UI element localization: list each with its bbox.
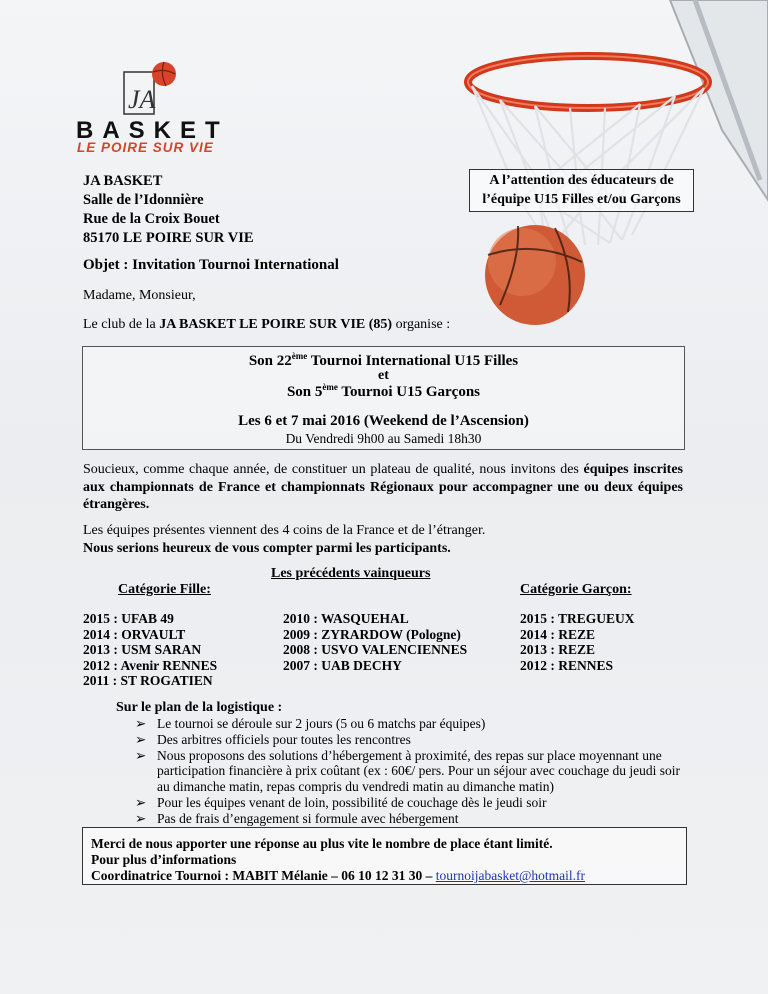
logistics-list	[135, 716, 685, 827]
tournament-box	[82, 346, 685, 450]
tournament-dates: Les 6 et 7 mai 2016 (Weekend de l’Ascension)	[238, 413, 529, 429]
list-item: 2011 : ST ROGATIEN	[83, 673, 213, 688]
recipient-line: A l’attention des éducateurs de	[489, 173, 674, 188]
list-item: 2013 : USM SARAN	[83, 642, 202, 657]
list-item: 2007 : UAB DECHY	[283, 657, 402, 673]
sender-line: Salle de l’Idonnière	[83, 192, 204, 208]
logo-wordmark: BASKET	[76, 117, 229, 144]
arrow-bullet-icon: ➢	[135, 810, 147, 826]
boys-category-label: Catégorie Garçon:	[520, 582, 632, 597]
arrow-bullet-icon: ➢	[135, 747, 147, 763]
greeting: Madame, Monsieur,	[83, 288, 196, 303]
invitation-paragraph: Soucieux, comme chaque année, de constituer un plateau de qualité, nous invitons des équipes inscrites aux championnats de France et championnats Régionaux pour accompagner une ou deux équipes étrangères.	[83, 462, 683, 512]
sender-line: 85170 LE POIRE SUR VIE	[83, 230, 254, 246]
winners-title: Les précédents vainqueurs	[271, 566, 431, 581]
list-item: 2013 : REZE	[520, 642, 596, 657]
intro-line	[83, 317, 450, 333]
list-item: 2012 : Avenir RENNES	[83, 657, 218, 673]
list-item: 2012 : RENNES	[520, 657, 614, 673]
list-item: ➢ Nous proposons des solutions d’hébergement à proximité, des repas sur place moyennant une participation financière à prix coûtant (ex : 60€/ pers. Pour un séjour avec couchage du jeudi soir au dimanche matin, repas compris du vendredi matin au dimanche matin)	[135, 747, 680, 795]
contact-box	[82, 827, 687, 885]
girls-winners-older	[283, 611, 467, 673]
list-item: ➢ Le tournoi se déroule sur 2 jours (5 ou 6 matchs par équipes)	[135, 716, 486, 731]
girls-winners-recent	[83, 611, 217, 689]
list-item: 2009 : ZYRARDOW (Pologne)	[283, 626, 461, 642]
tournament-girls-title: Son 22ème Tournoi International U15 Filles	[248, 351, 519, 369]
list-item: 2014 : ORVAULT	[83, 626, 186, 642]
sender-line: Rue de la Croix Bouet	[83, 211, 220, 227]
list-item: ➢ Pas de frais d’engagement si formule avec hébergement	[135, 810, 459, 826]
arrow-bullet-icon: ➢	[135, 716, 147, 731]
list-item: 2015 : TREGUEUX	[520, 611, 635, 626]
coordinator-line: Coordinatrice Tournoi : MABIT Mélanie – 06 10 12 31 30 – tournoijabasket@hotmail.fr	[91, 868, 586, 883]
recipient-line: l’équipe U15 Filles et/ou Garçons	[482, 192, 681, 207]
sender-address	[83, 172, 254, 248]
arrow-bullet-icon: ➢	[135, 731, 147, 747]
tournament-boys-title: Son 5ème Tournoi U15 Garçons	[286, 382, 481, 400]
svg-text:JA: JA	[128, 85, 156, 114]
logo-subtitle: LE POIRE SUR VIE	[77, 140, 214, 155]
arrow-bullet-icon: ➢	[135, 794, 147, 810]
sender-line: JA BASKET	[83, 173, 163, 189]
boys-winners	[520, 611, 635, 673]
recipient-box	[469, 169, 694, 212]
list-item: ➢ Pour les équipes venant de loin, possibilité de couchage dès le jeudi soir	[135, 794, 547, 810]
list-item: 2015 : UFAB 49	[83, 611, 174, 626]
more-info-label: Pour plus d’informations	[91, 852, 237, 867]
club-name: JA BASKET LE POIRE SUR VIE (85)	[159, 317, 393, 332]
ja-monogram-icon	[76, 60, 228, 120]
basketball-hoop-image	[460, 0, 768, 330]
list-item: ➢ Des arbitres officiels pour toutes les rencontres	[135, 731, 411, 747]
participants-paragraph: Les équipes présentes viennent des 4 coins de la France et de l’étranger. Nous serions heureux de vous compter parmi les participants.	[83, 523, 486, 556]
reply-request: Merci de nous apporter une réponse au plus vite le nombre de place étant limité.	[91, 836, 553, 851]
list-item: 2008 : USVO VALENCIENNES	[283, 642, 468, 657]
email-link[interactable]: tournoijabasket@hotmail.fr	[435, 868, 586, 883]
tournament-hours: Du Vendredi 9h00 au Samedi 18h30	[285, 431, 482, 446]
list-item: 2014 : REZE	[520, 626, 596, 642]
girls-category-label: Catégorie Fille:	[118, 582, 211, 597]
list-item: 2010 : WASQUEHAL	[283, 611, 409, 626]
subject-line: Objet : Invitation Tournoi International	[83, 257, 339, 273]
intro-suffix: organise :	[392, 317, 451, 332]
logistics-title: Sur le plan de la logistique :	[116, 700, 283, 715]
tournament-and: et	[378, 368, 389, 383]
intro-prefix: Le club de la	[83, 317, 160, 332]
